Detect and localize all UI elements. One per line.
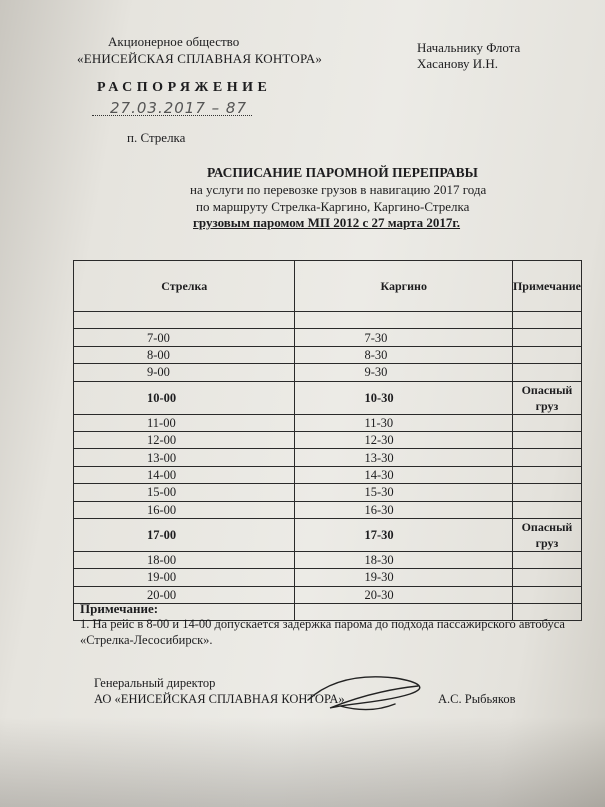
table-row [74, 501, 582, 518]
cell-strelka-time: 7-00 [74, 329, 295, 346]
signatory-title: Генеральный директор [94, 676, 216, 690]
table-row [74, 431, 582, 448]
table-row [74, 449, 582, 466]
cell-kargino-time: 13-30 [295, 449, 512, 466]
cell-strelka-time: 19-00 [74, 569, 295, 586]
cell-note: Опасный груз [512, 381, 581, 414]
table-row [74, 329, 582, 346]
header-strelka: Стрелка [74, 261, 295, 312]
cell-kargino-time: 11-30 [295, 414, 512, 431]
cell-strelka-time: 10-00 [74, 381, 295, 414]
table-row [74, 312, 582, 329]
schedule-subtitle-1: на услуги по перевозке грузов в навигацию 2017 года [190, 182, 487, 197]
cell-kargino-time: 18-30 [295, 551, 512, 568]
schedule-table-body [74, 312, 582, 621]
cell-kargino-time: 12-30 [295, 431, 512, 448]
table-row [74, 484, 582, 501]
cell-note [512, 586, 581, 603]
table-row [74, 466, 582, 483]
cell-strelka-time: 14-00 [74, 466, 295, 483]
cell-strelka-time: 8-00 [74, 346, 295, 363]
schedule-subtitle-2: по маршруту Стрелка-Каргино, Каргино-Стрелка [196, 199, 470, 214]
table-row [74, 551, 582, 568]
cell-note [512, 551, 581, 568]
cell-strelka-time: 20-00 [74, 586, 295, 603]
table-row [74, 346, 582, 363]
cell-note [512, 501, 581, 518]
addressee-name: Хасанову И.Н. [417, 56, 499, 71]
photo-shadow [0, 717, 605, 807]
table-row [74, 518, 582, 551]
addressee-title: Начальнику Флота [417, 40, 521, 55]
cell-note [512, 431, 581, 448]
cell-strelka-time: 12-00 [74, 431, 295, 448]
cell-kargino-time: 9-30 [295, 364, 512, 381]
cell-strelka-time [74, 312, 295, 329]
signatory-name: А.С. Рыбьяков [438, 692, 516, 706]
cell-note [512, 364, 581, 381]
document-type: РАСПОРЯЖЕНИЕ [97, 80, 272, 95]
document-date-handwritten: 27.03.2017 – 87 [110, 99, 248, 117]
org-name-line2: «ЕНИСЕЙСКАЯ СПЛАВНАЯ КОНТОРА» [77, 51, 323, 66]
table-row [74, 364, 582, 381]
cell-note [512, 569, 581, 586]
cell-strelka-time: 9-00 [74, 364, 295, 381]
cell-kargino-time: 15-30 [295, 484, 512, 501]
note-line-2: «Стрелка-Лесосибирск». [80, 633, 213, 647]
header-kargino: Каргино [295, 261, 512, 312]
cell-note [512, 346, 581, 363]
cell-strelka-time: 13-00 [74, 449, 295, 466]
schedule-title [0, 165, 605, 181]
table-row [74, 569, 582, 586]
cell-strelka-time: 15-00 [74, 484, 295, 501]
cell-note: Опасный груз [512, 518, 581, 551]
date-dotted-line [92, 115, 252, 116]
cell-strelka-time: 16-00 [74, 501, 295, 518]
document-place: п. Стрелка [127, 130, 186, 145]
signatory-org: АО «ЕНИСЕЙСКАЯ СПЛАВНАЯ КОНТОРА» [94, 692, 345, 706]
cell-kargino-time: 10-30 [295, 381, 512, 414]
cell-note [512, 414, 581, 431]
cell-strelka-time: 18-00 [74, 551, 295, 568]
header-note: Примечание [512, 261, 581, 312]
cell-kargino-time: 19-30 [295, 569, 512, 586]
cell-note [512, 312, 581, 329]
handwritten-signature [300, 660, 440, 720]
cell-kargino-time: 14-30 [295, 466, 512, 483]
cell-note [512, 466, 581, 483]
schedule-subtitle-3: грузовым паромом МП 2012 с 27 марта 2017г. [193, 215, 461, 230]
org-name-line1: Акционерное общество [108, 34, 240, 49]
table-row [74, 381, 582, 414]
cell-note [512, 449, 581, 466]
cell-kargino-time: 17-30 [295, 518, 512, 551]
table-header-row [74, 261, 582, 312]
cell-kargino-time: 20-30 [295, 586, 512, 603]
cell-kargino-time: 16-30 [295, 501, 512, 518]
cell-kargino-time [295, 312, 512, 329]
note-line-1: 1. На рейс в 8-00 и 14-00 допускается задержка парома до подхода пассажирского автобуса [80, 617, 565, 631]
cell-note [512, 329, 581, 346]
cell-kargino-time: 8-30 [295, 346, 512, 363]
table-row [74, 414, 582, 431]
cell-strelka-time: 17-00 [74, 518, 295, 551]
cell-note [512, 484, 581, 501]
schedule-title-text: РАСПИСАНИЕ ПАРОМНОЙ ПЕРЕПРАВЫ [207, 165, 478, 180]
note-heading: Примечание: [80, 601, 159, 616]
cell-strelka-time: 11-00 [74, 414, 295, 431]
cell-kargino-time: 7-30 [295, 329, 512, 346]
schedule-table [73, 260, 582, 621]
